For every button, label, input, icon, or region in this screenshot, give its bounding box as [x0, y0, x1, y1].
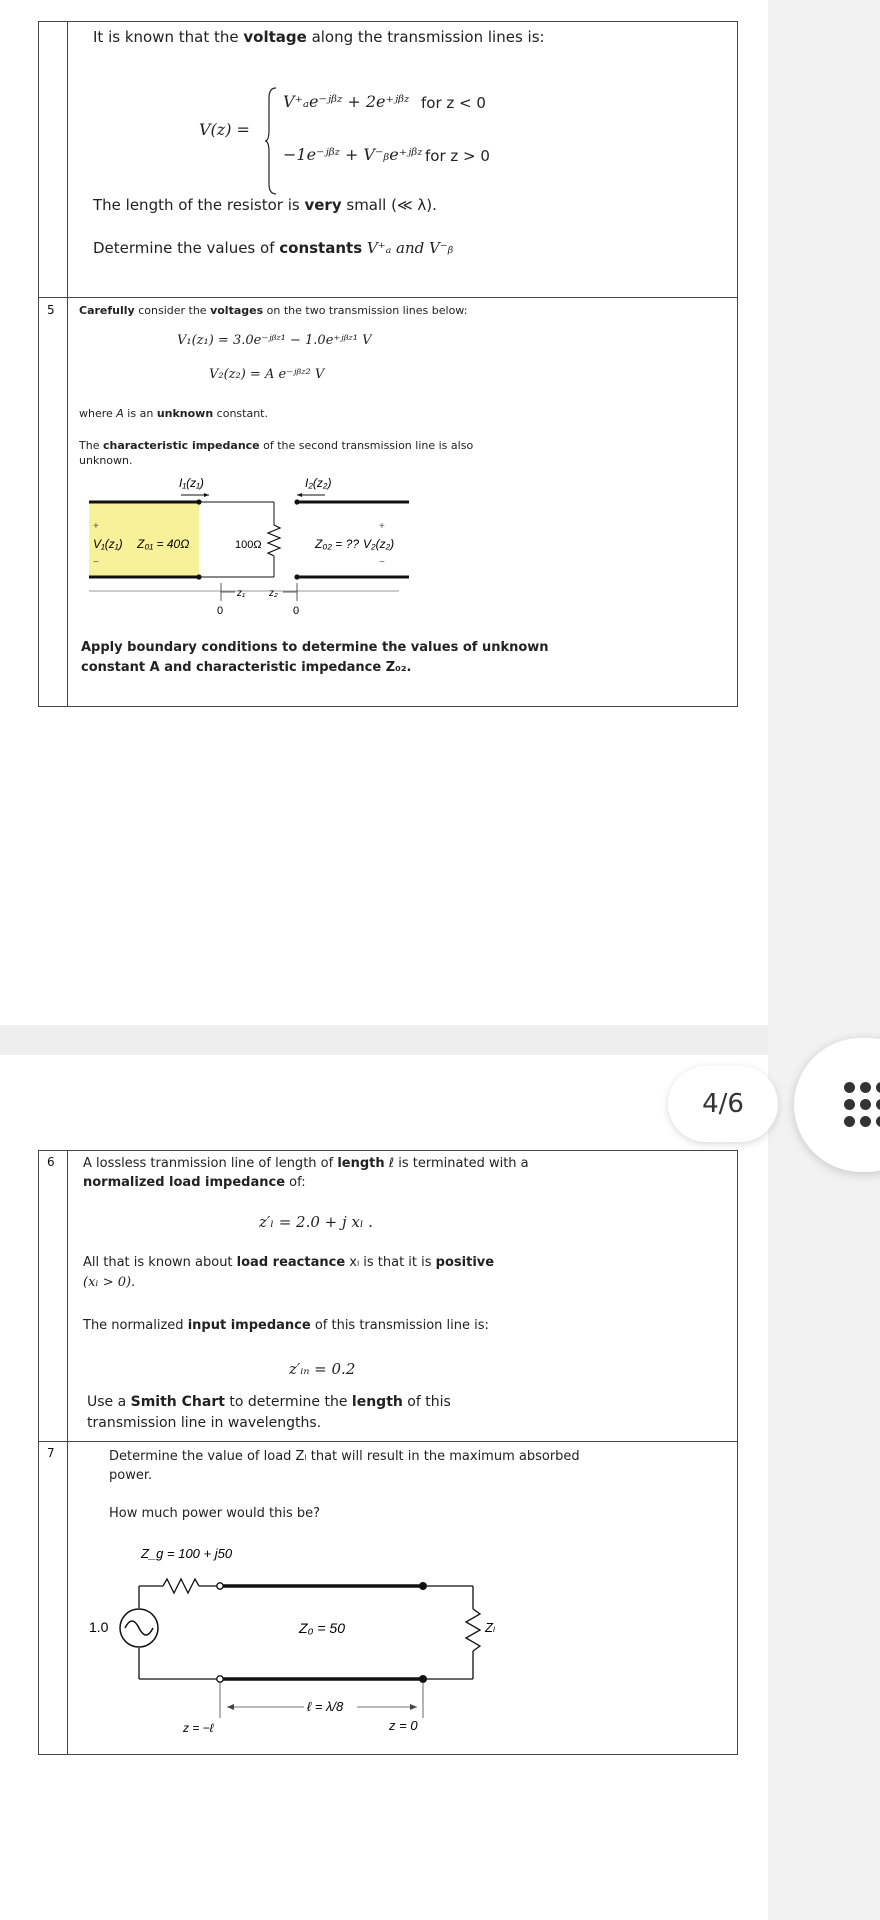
q5-circuit-figure	[79, 467, 409, 642]
q7-line2: power.	[109, 1468, 153, 1483]
q4-length-text: The length of the resistor is very small (≪ λ).	[93, 196, 437, 214]
svg-text:−: −	[379, 557, 385, 568]
question-table-bottom	[38, 1150, 738, 1755]
q4-cond2: for z > 0	[425, 147, 490, 165]
q6-input-equation: z′ᵢₙ = 0.2	[289, 1360, 356, 1378]
q5-where: where A is an unknown constant.	[79, 407, 268, 420]
source-resistor	[163, 1579, 199, 1593]
svg-text:+: +	[379, 521, 385, 532]
zg-label: Z_g = 100 + j50	[141, 1546, 233, 1561]
page-indicator: 4/6	[668, 1066, 778, 1142]
voltage-v1-label: V₁(z₁)	[93, 537, 123, 551]
q6-line1: A lossless tranmission line of length of length ℓ is terminated with a	[83, 1156, 529, 1171]
z02-label: Z₀₂ = ??	[315, 537, 359, 551]
resistor-label: 100Ω	[235, 539, 262, 551]
q5-apply-text: Apply boundary conditions to determine the values of unknown	[81, 640, 549, 655]
q7-line3: How much power would this be?	[109, 1506, 321, 1521]
grid-dots-icon	[844, 1082, 880, 1128]
voltage-v2-label: V₂(z₂)	[363, 537, 395, 551]
load-resistor	[466, 1609, 480, 1651]
svg-text:−: −	[93, 557, 99, 568]
q5-eq1: V₁(z₁) = 3.0e⁻ʲᵝᶻ¹ − 1.0e⁺ʲᵝᶻ¹ V	[177, 333, 372, 348]
resistor-100-ohm	[268, 525, 280, 556]
svg-text:+: +	[93, 521, 99, 532]
q6-line4: (xₗ > 0).	[83, 1275, 136, 1290]
question-number-7: 7	[47, 1446, 55, 1460]
scroll-gutter	[768, 0, 880, 1920]
q7-circuit-figure	[79, 1536, 519, 1736]
q6-line5: The normalized input impedance of this transmission line is:	[83, 1318, 489, 1333]
z0-label: Z₀ = 50	[299, 1620, 345, 1636]
q5-char-imp: The characteristic impedance of the second transmission line is also	[79, 439, 474, 452]
z01-label: Z₀₁ = 40Ω	[137, 537, 190, 551]
z-right-label: z = 0	[389, 1718, 418, 1733]
pdf-page-4	[0, 1055, 768, 1920]
current-i2-label: I₂(z₂)	[305, 476, 332, 490]
pdf-page-3	[0, 0, 768, 1025]
question-table-top	[38, 21, 738, 707]
svg-text:z₁: z₁	[237, 588, 246, 599]
q4-determine-text: Determine the values of constants V⁺ₐ and V⁻ᵦ	[93, 239, 454, 257]
page-gap	[0, 1025, 768, 1055]
q4-intro: It is known that the voltage along the transmission lines is:	[93, 28, 545, 46]
q5-char-imp-line2: unknown.	[79, 454, 133, 467]
q6-line6: Use a Smith Chart to determine the length of this	[87, 1394, 451, 1410]
q4-cond1: for z < 0	[421, 94, 486, 112]
q5-apply-text-line2: constant A and characteristic impedance Z₀₂.	[81, 660, 412, 675]
length-label: ℓ = λ/8	[307, 1699, 344, 1714]
q6-load-equation: z′ₗ = 2.0 + j xₗ .	[259, 1213, 374, 1231]
q7-line1: Determine the value of load Zₗ that will result in the maximum absorbed	[109, 1449, 580, 1464]
q4-brace	[264, 86, 278, 196]
question-number-6: 6	[47, 1155, 55, 1169]
q6-line7: transmission line in wavelengths.	[87, 1415, 322, 1431]
row-divider	[39, 297, 737, 298]
q4-voltage-lhs: V(z) =	[199, 120, 250, 139]
q5-eq2: V₂(z₂) = A e⁻ʲᵝᶻ² V	[209, 367, 325, 382]
svg-text:0: 0	[217, 605, 224, 617]
zl-label: Zₗ	[485, 1620, 496, 1635]
q5-intro: Carefully consider the voltages on the two transmission lines below:	[79, 304, 468, 317]
row-divider	[39, 1441, 737, 1442]
q6-line2: normalized load impedance of:	[83, 1175, 306, 1190]
number-column	[39, 22, 68, 706]
q6-line3: All that is known about load reactance xₗ is that it is positive	[83, 1255, 495, 1270]
question-number-5: 5	[47, 303, 55, 317]
svg-text:z₂: z₂	[269, 588, 278, 599]
z-left-label: z = −ℓ	[183, 1721, 214, 1735]
source-label: 1.0	[89, 1619, 109, 1635]
q4-eq2: −1e⁻ʲᵝᶻ + V⁻ᵦe⁺ʲᵝᶻ	[283, 145, 423, 164]
current-i1-label: I₁(z₁)	[179, 476, 204, 490]
q4-eq1: V⁺ₐe⁻ʲᵝᶻ + 2e⁺ʲᵝᶻ	[283, 92, 410, 111]
svg-text:0: 0	[293, 605, 300, 617]
